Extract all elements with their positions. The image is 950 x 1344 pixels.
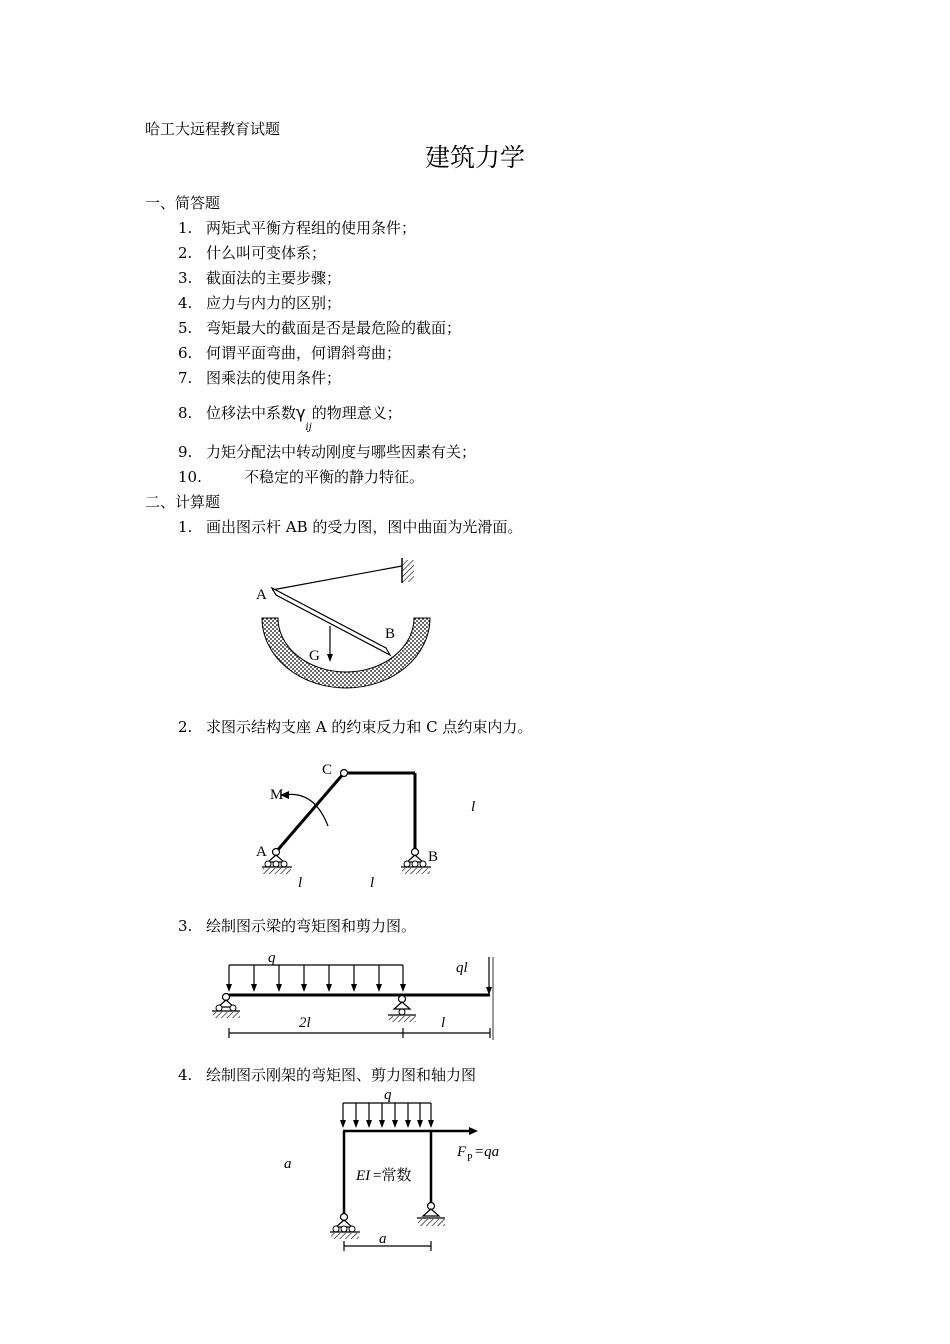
- dimension-line: [344, 1241, 431, 1251]
- hinge-c: [341, 770, 348, 777]
- problem-statement: 4. 绘制图示刚架的弯矩图、剪力图和轴力图: [178, 1066, 477, 1084]
- support-right: [417, 1203, 445, 1227]
- problem-statement: 2. 求图示结构支座 A 的约束反力和 C 点约束内力。: [178, 718, 533, 736]
- label-ql: ql: [456, 960, 468, 976]
- label-span-l: l: [441, 1015, 446, 1031]
- list-item: 5. 弯矩最大的截面是否是最危险的截面；: [178, 319, 462, 337]
- list-item: 4. 应力与内力的区别；: [178, 294, 342, 312]
- figure-overhanging-beam: [200, 945, 500, 1045]
- label-ei: EI: [356, 1168, 371, 1184]
- label-l-span1: l: [298, 875, 303, 891]
- list-item: 3. 截面法的主要步骤；: [178, 269, 342, 287]
- label-span-2l: 2l: [299, 1015, 311, 1031]
- distributed-load-arrowheads: [226, 984, 406, 992]
- list-item: 1. 两矩式平衡方程组的使用条件；: [178, 219, 417, 237]
- support-middle: [388, 996, 416, 1023]
- distributed-load-arrowheads: [340, 1120, 434, 1128]
- label-fp-eq: =qa: [474, 1144, 500, 1160]
- dimension-line: [229, 1028, 490, 1038]
- label-a: A: [256, 844, 267, 860]
- label-fp-sub: P: [467, 1153, 473, 1164]
- list-item: 7. 图乘法的使用条件；: [178, 369, 342, 387]
- label-c: C: [322, 762, 333, 778]
- gravity-arrowhead: [327, 654, 333, 662]
- problem-statement: 1. 画出图示杆 AB 的受力图，图中曲面为光滑面。: [178, 518, 523, 536]
- rod-ab: [272, 588, 390, 655]
- support-b: [401, 849, 431, 875]
- label-fp-f: F: [457, 1144, 467, 1160]
- distributed-load-arrows: [229, 965, 403, 986]
- support-left: [330, 1214, 360, 1240]
- label-b: B: [385, 626, 396, 642]
- label-width-a: a: [379, 1231, 387, 1247]
- figure-frame-supports: [250, 755, 490, 895]
- section2-heading: 二、计算题: [145, 493, 221, 511]
- gamma-symbol: γ: [296, 403, 306, 422]
- problem-statement: 3. 绘制图示梁的弯矩图和剪力图。: [178, 917, 417, 935]
- label-l-span2: l: [370, 875, 375, 891]
- label-l-height: l: [471, 799, 476, 815]
- page-title: 建筑力学: [425, 143, 526, 172]
- list-item: 10. 不稳定的平衡的静力特征。: [178, 468, 425, 486]
- wall-hatch: [402, 560, 414, 582]
- distributed-load-arrows: [343, 1103, 431, 1122]
- figure-portal-frame: [280, 1085, 510, 1255]
- list-item: 6. 何谓平面弯曲，何谓斜弯曲；: [178, 344, 402, 362]
- rope-line: [272, 566, 402, 590]
- support-left: [212, 994, 240, 1019]
- label-b: B: [428, 849, 439, 865]
- label-a: A: [256, 587, 267, 603]
- label-m: M: [270, 787, 284, 803]
- section1-heading: 一、简答题: [145, 194, 221, 212]
- figure-rod-on-curved-surface: [250, 550, 440, 695]
- list-item: 8. 位移法中系数$\gamma_{ij}$的物理意义；: [178, 403, 402, 433]
- label-q: q: [384, 1087, 392, 1103]
- label-height-a: a: [284, 1156, 292, 1172]
- label-ei-eq: =常数: [373, 1168, 412, 1184]
- source-label: 哈工大远程教育试题: [145, 120, 281, 138]
- label-g: G: [309, 648, 320, 664]
- list-item: 2. 什么叫可变体系；: [178, 244, 327, 262]
- label-q: q: [268, 950, 276, 966]
- member-ac: [276, 773, 344, 852]
- fp-arrowhead: [469, 1127, 478, 1135]
- gamma-subscript: ij: [305, 422, 312, 433]
- list-item: 9. 力矩分配法中转动刚度与哪些因素有关；: [178, 443, 477, 461]
